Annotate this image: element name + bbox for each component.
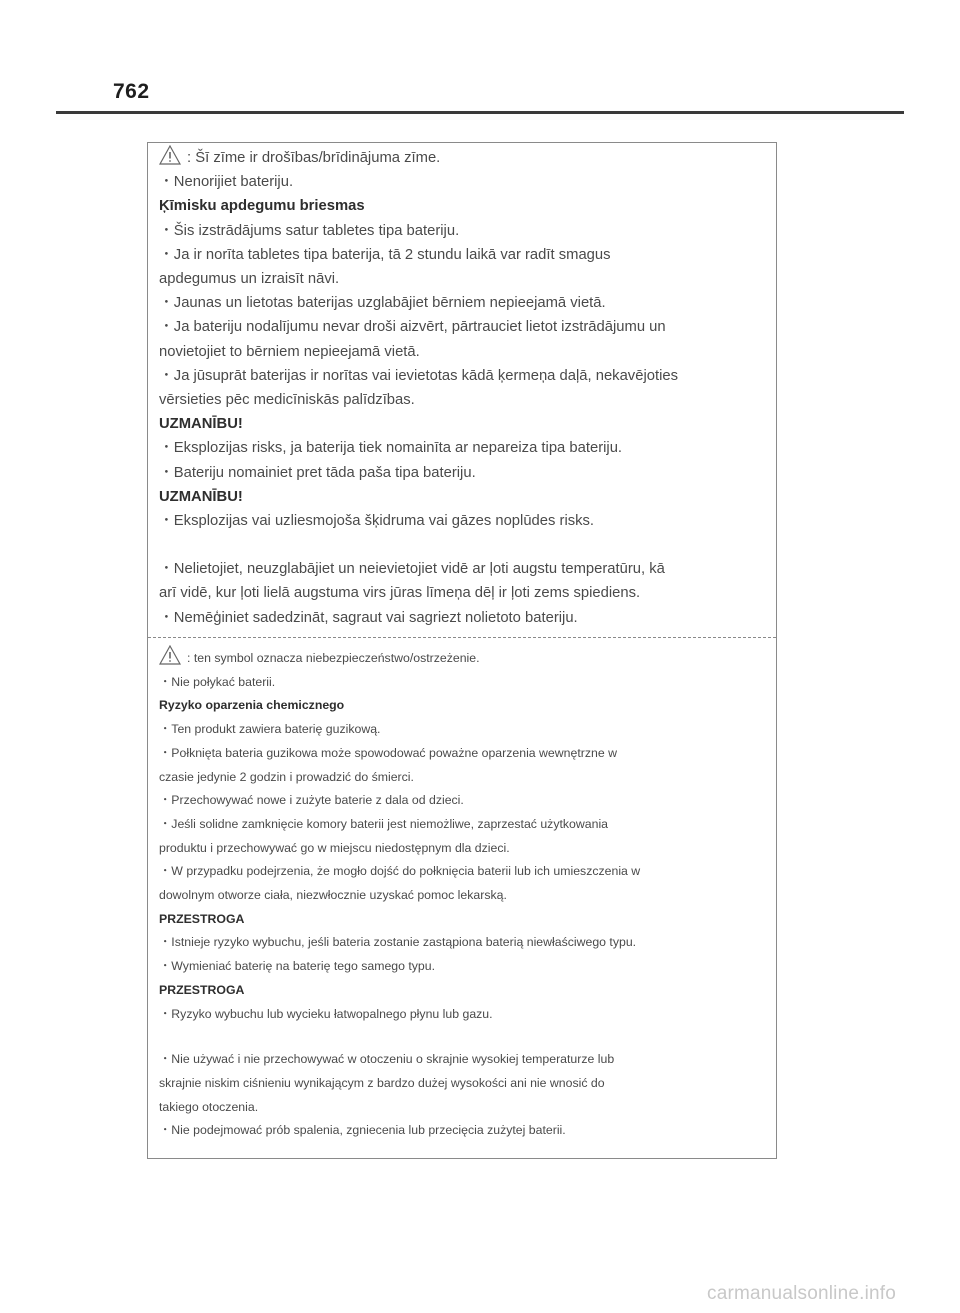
polish-line-10a: ・Nie używać i nie przechowywać w otoczeniu o skrajnie wysokiej temperaturze lub xyxy=(159,1052,615,1067)
latvian-line-1: ・Nenorijiet bateriju. xyxy=(159,174,294,191)
polish-heading-caution-1: PRZESTROGA xyxy=(159,911,245,926)
polish-line-10c: takiego otoczenia. xyxy=(159,1099,259,1114)
latvian-warning-section xyxy=(159,145,758,630)
polish-line-8: ・Wymieniać baterię na baterię tego samego typu. xyxy=(159,959,436,974)
polish-line-1: ・Nie połykać baterii. xyxy=(159,674,276,689)
polish-line-2: ・Ten produkt zawiera baterię guzikową. xyxy=(159,722,381,737)
polish-line-7: ・Istnieje ryzyko wybuchu, jeśli bateria zostanie zastąpiona baterią niewłaściwego typu. xyxy=(159,935,637,950)
polish-line-6a: ・W przypadku podejrzenia, że mogło dojść do połknięcia baterii lub ich umieszczenia w xyxy=(159,864,641,879)
polish-line-5b: produktu i przechowywać go w miejscu niedostępnym dla dzieci. xyxy=(159,840,510,855)
polish-heading-caution-2: PRZESTROGA xyxy=(159,982,245,997)
polish-symbol-line xyxy=(159,645,758,671)
latvian-line-3b: apdegumus un izraisīt nāvi. xyxy=(159,271,340,288)
polish-line-4: ・Przechowywać nowe i zużyte baterie z dala od dzieci. xyxy=(159,793,464,808)
polish-line-5a: ・Jeśli solidne zamknięcie komory baterii jest niemożliwe, zaprzestać użytkowania xyxy=(159,816,609,831)
latvian-line-5b: novietojiet to bērniem nepieejamā vietā. xyxy=(159,343,420,360)
battery-warning-box xyxy=(147,142,777,1159)
spacer xyxy=(159,1026,758,1048)
footer-watermark: carmanualsonline.info xyxy=(707,1283,897,1304)
polish-heading-chemical-burn: Ryzyko oparzenia chemicznego xyxy=(159,698,345,713)
latvian-line-5a: ・Ja bateriju nodalījumu nevar droši aizvērt, pārtrauciet lietot izstrādājumu un xyxy=(159,319,666,336)
polish-warning-section xyxy=(159,645,758,1143)
latvian-line-9: ・Eksplozijas vai uzliesmojoša šķidruma vai gāzes noplūdes risks. xyxy=(159,513,595,530)
polish-line-3b: czasie jedynie 2 godzin i prowadzić do śmierci. xyxy=(159,769,414,784)
polish-line-10b: skrajnie niskim ciśnieniu wynikającym z bardzo dużej wysokości ani nie wnosić do xyxy=(159,1075,605,1090)
spacer xyxy=(159,533,758,557)
latvian-line-10a: ・Nelietojiet, neuzglabājiet un neievietojiet vidē ar ļoti augstu temperatūru, kā xyxy=(159,561,665,578)
latvian-line-7: ・Eksplozijas risks, ja baterija tiek nomainīta ar nepareiza tipa bateriju. xyxy=(159,440,623,457)
latvian-heading-caution-1: UZMANĪBU! xyxy=(159,416,243,433)
warning-triangle-icon xyxy=(159,645,181,665)
latvian-symbol-line xyxy=(159,145,758,170)
latvian-heading-chemical-burn: Ķīmisku apdegumu briesmas xyxy=(159,198,365,215)
latvian-line-4: ・Jaunas un lietotas baterijas uzglabājiet bērniem nepieejamā vietā. xyxy=(159,295,606,312)
latvian-line-10b: arī vidē, kur ļoti lielā augstuma virs jūras līmeņa dēļ ir ļoti zems spiediens. xyxy=(159,585,641,602)
latvian-line-11: ・Nemēģiniet sadedzināt, sagraut vai sagriezt nolietoto bateriju. xyxy=(159,609,578,626)
page-number: 762 xyxy=(113,80,150,103)
latvian-line-6a: ・Ja jūsuprāt baterijas ir norītas vai ievietotas kādā ķermeņa daļā, nekavējoties xyxy=(159,367,678,384)
polish-symbol-text: : ten symbol oznacza niebezpieczeństwo/ostrzeżenie. xyxy=(187,651,480,665)
polish-line-3a: ・Połknięta bateria guzikowa może spowodować poważne oparzenia wewnętrzne w xyxy=(159,745,617,760)
latvian-line-3a: ・Ja ir norīta tabletes tipa baterija, tā 2 stundu laikā var radīt smagus xyxy=(159,246,611,263)
latvian-line-8: ・Bateriju nomainiet pret tāda paša tipa bateriju. xyxy=(159,464,476,481)
polish-line-6b: dowolnym otworze ciała, niezwłocznie uzyskać pomoc lekarską. xyxy=(159,888,507,903)
polish-line-11: ・Nie podejmować prób spalenia, zgniecenia lub przecięcia zużytej baterii. xyxy=(159,1123,566,1138)
latvian-line-6b: vērsieties pēc medicīniskās palīdzības. xyxy=(159,392,415,409)
latvian-line-2: ・Šis izstrādājums satur tabletes tipa bateriju. xyxy=(159,222,460,239)
warning-triangle-icon xyxy=(159,145,181,165)
header-rule xyxy=(56,111,904,114)
latvian-symbol-text: : Šī zīme ir drošības/brīdinājuma zīme. xyxy=(187,150,441,166)
polish-line-9: ・Ryzyko wybuchu lub wycieku łatwopalnego płynu lub gazu. xyxy=(159,1006,493,1021)
section-divider xyxy=(148,637,776,638)
latvian-heading-caution-2: UZMANĪBU! xyxy=(159,488,243,505)
